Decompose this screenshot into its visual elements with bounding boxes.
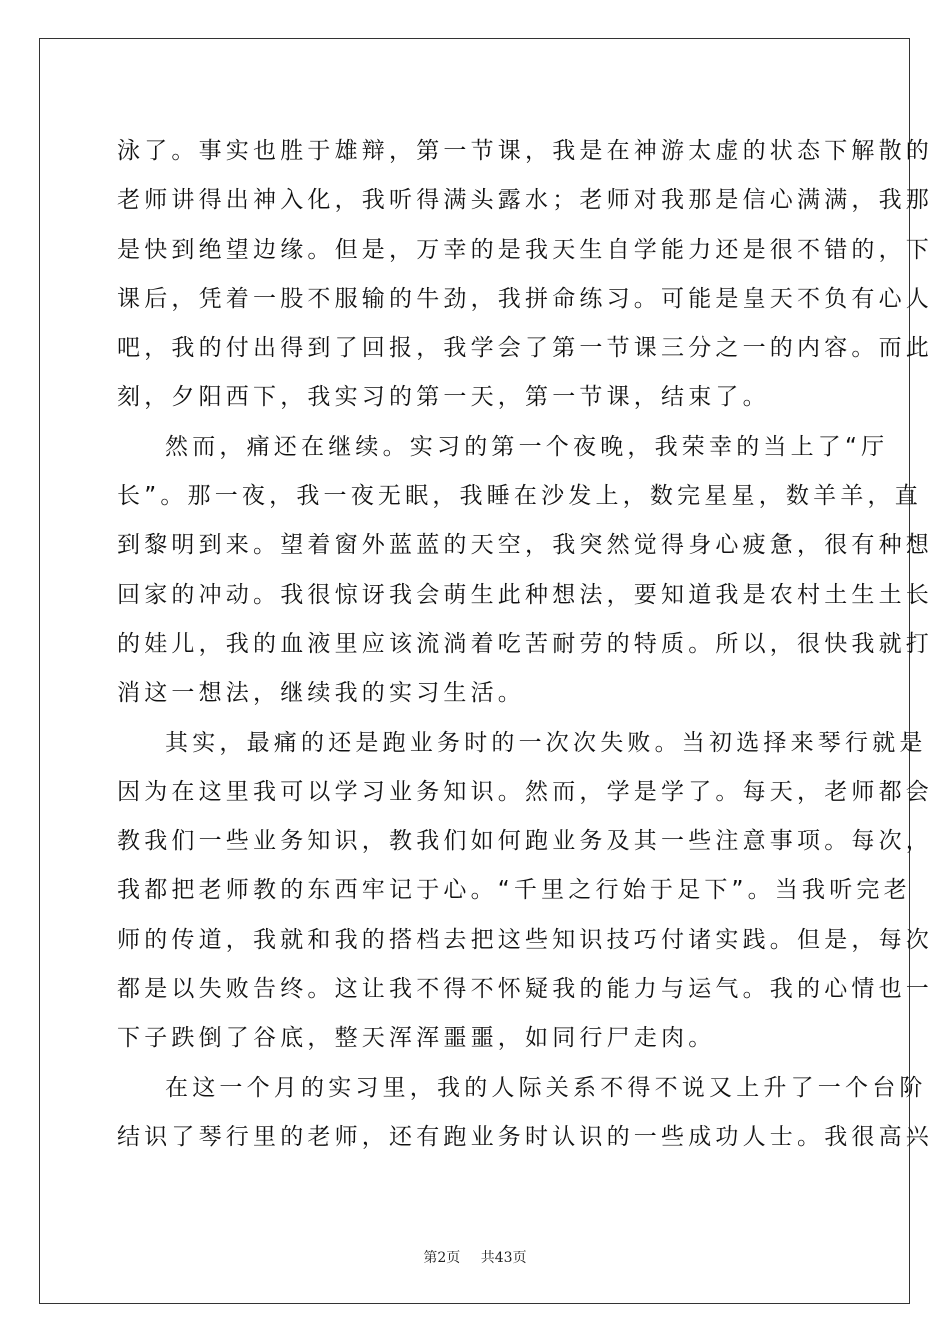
document-body xyxy=(117,131,933,1166)
text-line: 老师讲得出神入化，我听得满头露水；老师对我那是信心满满，我那 xyxy=(117,187,933,214)
page-number: 第2页 xyxy=(423,1250,461,1266)
text-line: 下子跌倒了谷底，整天浑浑噩噩，如同行尸走肉。 xyxy=(117,1025,716,1052)
text-line: 师的传道，我就和我的搭档去把这些知识技巧付诸实践。但是，每次 xyxy=(117,926,933,953)
paragraph-start-line: 其实，最痛的还是跑业务时的一次次失败。当初选择来琴行就是 xyxy=(165,729,927,756)
text-line: 吧，我的付出得到了回报，我学会了第一节课三分之一的内容。而此 xyxy=(117,335,933,362)
page-footer xyxy=(0,1247,950,1267)
text-line: 刻，夕阳西下，我实习的第一天，第一节课，结束了。 xyxy=(117,384,770,411)
text-line: 教我们一些业务知识，教我们如何跑业务及其一些注意事项。每次， xyxy=(117,828,933,855)
text-line: 到黎明到来。望着窗外蓝蓝的天空，我突然觉得身心疲惫，很有种想 xyxy=(117,532,933,559)
page-total: 共43页 xyxy=(480,1250,527,1266)
text-line: 泳了。事实也胜于雄辩，第一节课，我是在神游太虚的状态下解散的 xyxy=(117,138,933,164)
paragraph-start-line: 然而，痛还在继续。实习的第一个夜晚，我荣幸的当上了“厅 xyxy=(165,433,889,460)
text-line: 都是以失败告终。这让我不得不怀疑我的能力与运气。我的心情也一 xyxy=(117,976,933,1003)
text-line: 长”。那一夜，我一夜无眠，我睡在沙发上，数完星星，数羊羊，直 xyxy=(117,483,922,510)
text-line: 结识了琴行里的老师，还有跑业务时认识的一些成功人士。我很高兴 xyxy=(117,1123,933,1150)
text-line: 我都把老师教的东西牢记于心。“千里之行始于足下”。当我听完老 xyxy=(117,877,911,904)
paragraph-start-line: 在这一个月的实习里，我的人际关系不得不说又上升了一个台阶 xyxy=(165,1074,927,1101)
text-line: 因为在这里我可以学习业务知识。然而，学是学了。每天，老师都会 xyxy=(117,778,933,805)
text-line: 课后，凭着一股不服输的牛劲，我拼命练习。可能是皇天不负有心人 xyxy=(117,285,933,312)
text-line: 是快到绝望边缘。但是，万幸的是我天生自学能力还是很不错的，下 xyxy=(117,236,933,263)
text-line: 回家的冲动。我很惊讶我会萌生此种想法，要知道我是农村土生土长 xyxy=(117,581,933,608)
text-line: 的娃儿，我的血液里应该流淌着吃苦耐劳的特质。所以，很快我就打 xyxy=(117,630,933,657)
text-line: 消这一想法，继续我的实习生活。 xyxy=(117,680,525,707)
